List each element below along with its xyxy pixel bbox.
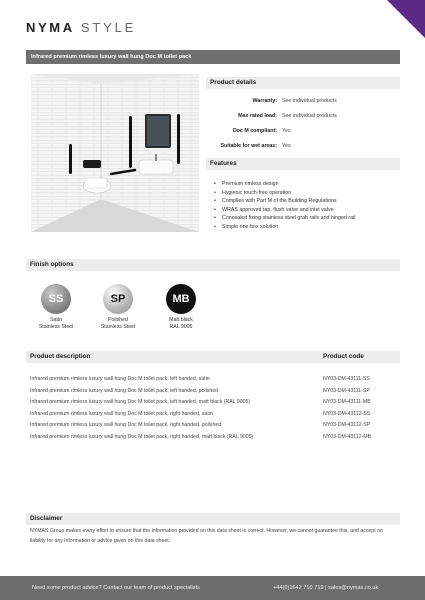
product-code: NY03-DM-43111-MB [323,399,371,406]
corner-accent [387,0,425,38]
product-description: Infrared premium rimless luxury wall hung Doc M toilet pack, left handed, satin [30,376,210,382]
finish-code: MB [172,293,190,305]
product-description: Infrared premium rimless luxury wall hung Doc M toilet pack, right handed, matt black (RAL 9005) [30,433,254,440]
product-table [26,374,400,444]
finish-swatch-polished [103,284,133,314]
table-row [26,409,400,421]
detail-label: Doc M compliant: [232,127,277,134]
product-description: Infrared premium rimless luxury wall hung Doc M toilet pack, left handed, polished [30,387,218,394]
detail-row-doc-m [206,123,396,138]
product-photo [31,74,199,232]
finish-option-satin [31,284,81,331]
list-item: • Complies with Part M of the Building Regulations [214,197,404,206]
features-heading: Features [206,158,400,170]
finish-caption-line: RAL 9005 [169,323,193,330]
footer-contact[interactable]: +44(0)1642 710 719 | sales@nymas.co.uk [273,585,379,591]
finish-code: SP [110,293,126,305]
disclaimer-heading: Disclaimer [26,513,400,525]
product-code: NY03-DM-43112-SS [323,410,371,417]
finish-caption [31,317,81,331]
detail-row-wet-areas [206,138,396,153]
product-code: NY03-DM-43112-MB [323,433,372,440]
detail-label: Suitable for wet areas: [220,142,277,149]
detail-value: Yes [282,127,291,134]
finish-caption-line: Matt black [169,317,193,323]
footer-advice-text: Need some product advice? Contact our team of product specialists [32,585,200,591]
product-description: Infrared premium rimless luxury wall hung Doc M toilet pack, right handed, satin [30,410,213,417]
list-item: • Premium rimless design [214,180,404,189]
detail-row-warranty [206,93,396,108]
finish-options-heading: Finish options [26,259,400,271]
product-details-table [206,93,396,153]
finish-caption-line: Stainless Steel [100,323,136,330]
table-row [26,397,400,409]
detail-value: See individual products [282,112,337,119]
page-title: Infrared premium rimless luxury wall hung Doc M toilet pack [26,50,400,64]
finish-code: SS [48,293,64,305]
list-item: • Simple one box solution [214,223,404,232]
disclaimer-text: NYMAS Group makes every effort to ensure that the information provided on this data sheet is correct. However, we cannot guarantee this, and accept no liability for any information or advice given on this data sheet. [30,528,383,544]
table-row [26,420,400,432]
product-code: NY03-DM-43111-SS [323,376,370,382]
footer [0,576,425,600]
product-description: Infrared premium rimless luxury wall hung Doc M toilet pack, left handed, matt black (RAL 9005) [30,399,251,406]
list-item: • Hygienic touch-free operation [214,189,404,198]
detail-row-max-load [206,108,396,123]
detail-label: Max rated load: [238,112,277,119]
table-row [26,432,400,444]
detail-value: See individual products [282,97,337,104]
finish-caption [93,317,143,331]
column-header-code: Product code [323,353,364,360]
product-details-heading: Product details [206,77,400,89]
list-item: • WRAS approved tap, flush valve and inlet valve [214,206,404,215]
table-row [26,386,400,398]
product-code: NY03-DM-43112-SP [323,422,371,429]
table-row [26,374,400,386]
column-header-description: Product description [30,353,91,360]
brand-name-bold: NYMA [26,20,75,35]
product-description: Infrared premium rimless luxury wall hung Doc M toilet pack, right handed, polished [30,422,222,429]
finish-swatch-satin [41,284,71,314]
detail-label: Warranty: [252,97,277,104]
product-code: NY03-DM-43111-SP [323,387,370,394]
features-list [214,180,404,232]
list-item: • Concealed fixing stainless steel grab rails and hinged rail [214,214,404,223]
finish-option-matt-black [156,284,206,331]
brand-logo [26,20,136,35]
product-table-header [26,351,400,363]
finish-option-polished [93,284,143,331]
finish-caption-line: Polished [108,317,128,323]
detail-value: Yes [282,142,291,149]
finish-swatch-matt-black [166,284,196,314]
finish-caption-line: Satin [50,317,62,323]
finish-caption-line: Stainless Steel [38,323,74,330]
finish-caption [156,317,206,331]
brand-name-light: STYLE [80,20,137,35]
